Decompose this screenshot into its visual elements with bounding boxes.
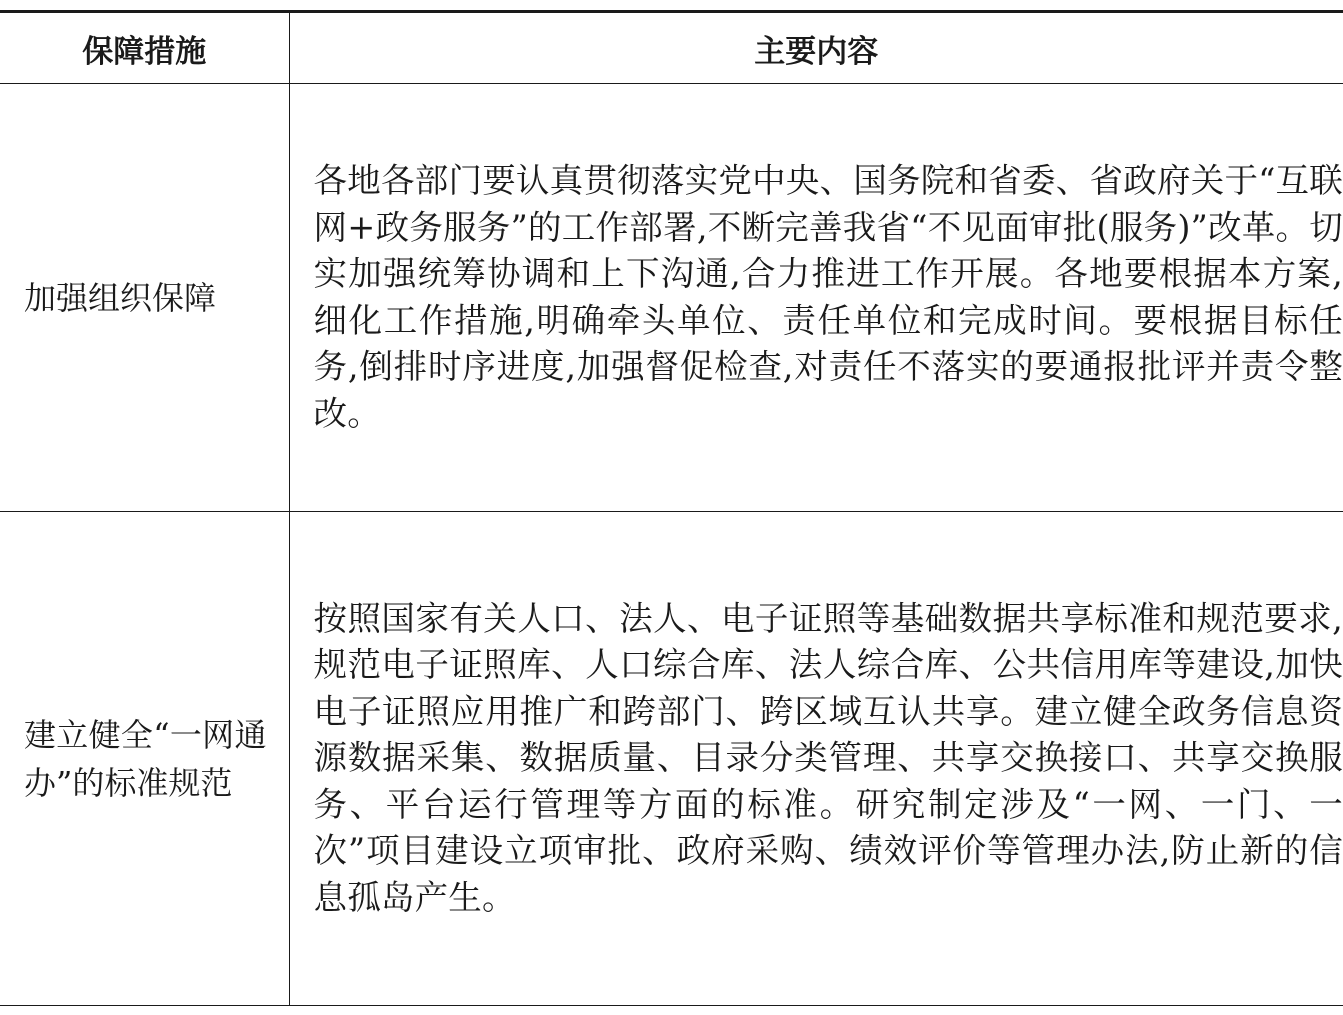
table-row bbox=[0, 84, 1343, 512]
header-content: 主要内容 bbox=[289, 12, 1343, 84]
table-row bbox=[0, 512, 1343, 1006]
content-cell: 按照国家有关人口、法人、电子证照等基础数据共享标准和规范要求,规范电子证照库、人口综合库、法人综合库、公共信用库等建设,加快电子证照应用推广和跨部门、跨区域互认共享。建立健全政务信息资源数据采集、数据质量、目录分类管理、共享交换接口、共享交换服务、平台运行管理等方面的标准。研究制定涉及“一网、一门、一次”项目建设立项审批、政府采购、绩效评价等管理办法,防止新的信息孤岛产生。 bbox=[289, 512, 1343, 1006]
measures-table bbox=[0, 10, 1343, 1006]
measure-cell: 建立健全“一网通办”的标准规范 bbox=[0, 512, 289, 1006]
measure-cell: 加强组织保障 bbox=[0, 84, 289, 512]
table-header-row bbox=[0, 12, 1343, 84]
header-measure: 保障措施 bbox=[0, 12, 289, 84]
content-cell: 各地各部门要认真贯彻落实党中央、国务院和省委、省政府关于“互联网+政务服务”的工作部署,不断完善我省“不见面审批(服务)”改革。切实加强统筹协调和上下沟通,合力推进工作开展。各地要根据本方案,细化工作措施,明确牵头单位、责任单位和完成时间。要根据目标任务,倒排时序进度,加强督促检查,对责任不落实的要通报批评并责令整改。 bbox=[289, 84, 1343, 512]
